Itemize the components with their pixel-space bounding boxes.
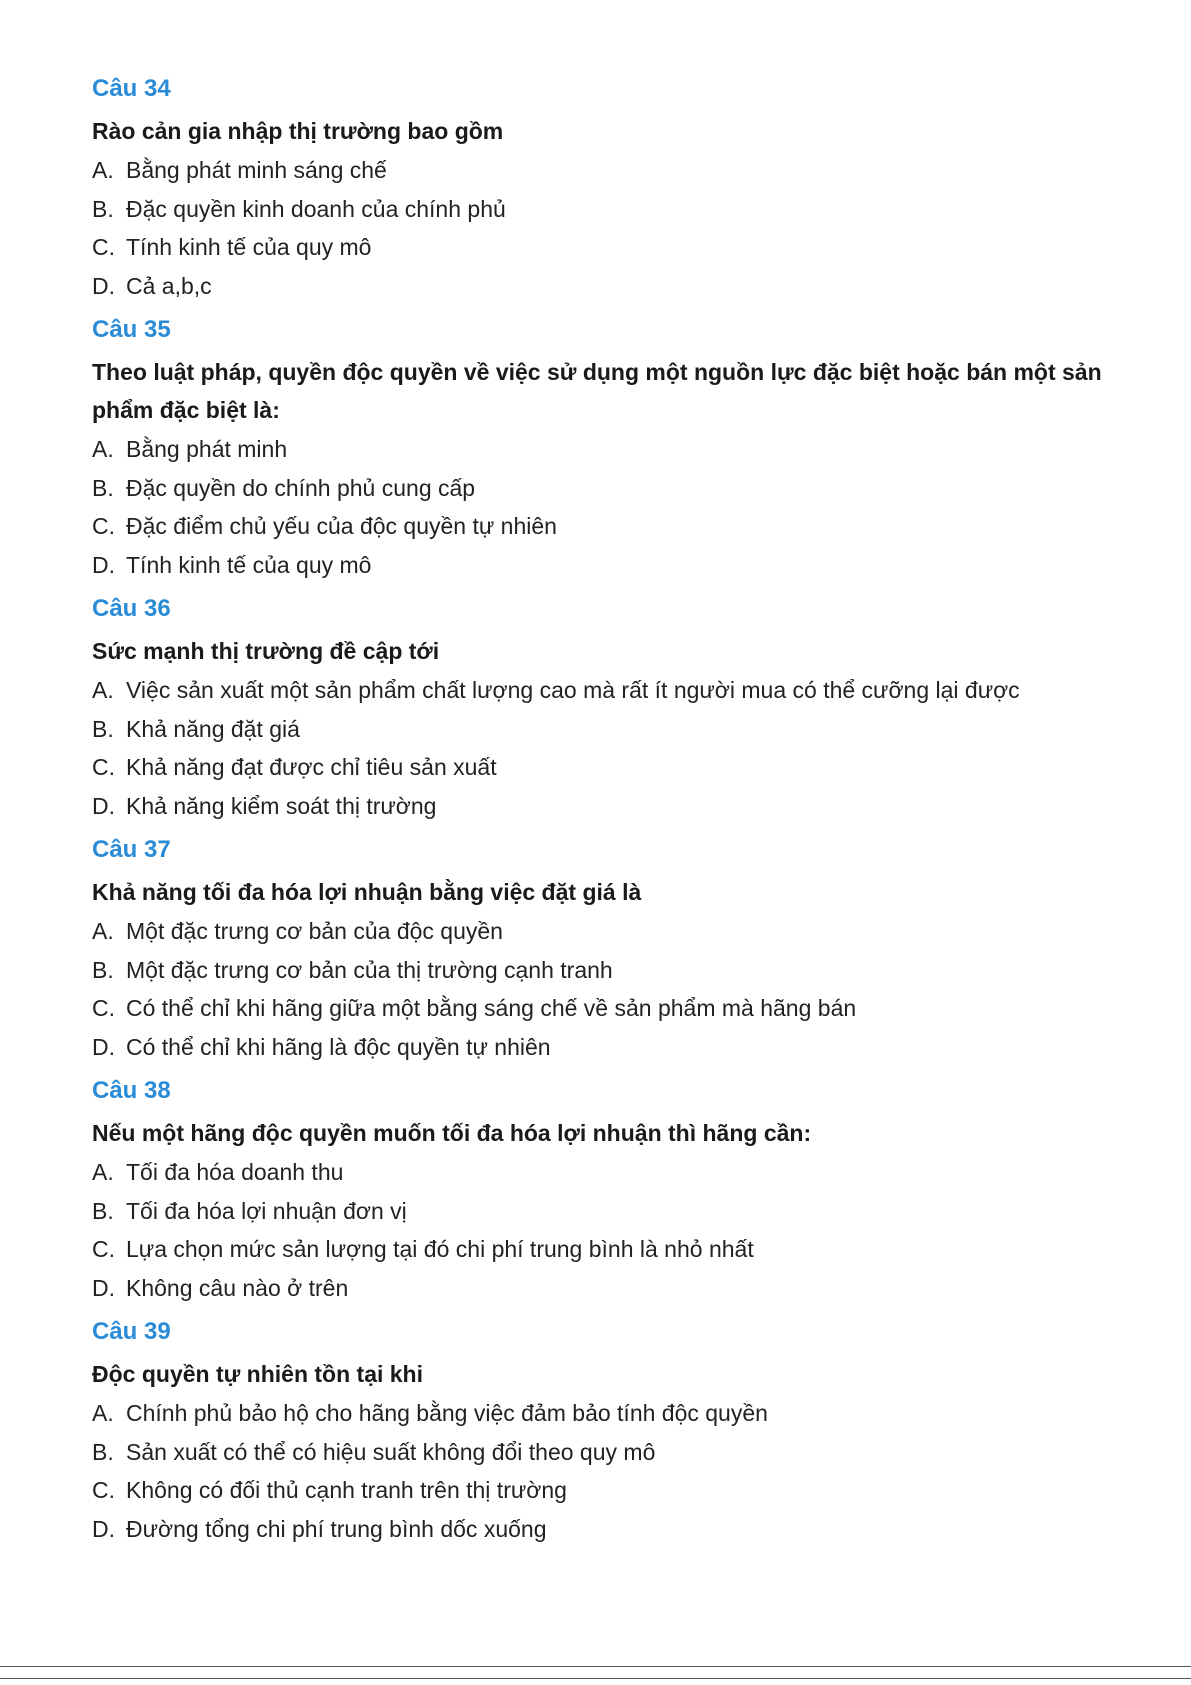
option-a bbox=[92, 151, 1102, 190]
question-text: Nếu một hãng độc quyền muốn tối đa hóa lợi nhuận thì hãng cần: bbox=[92, 1120, 812, 1146]
option-text: Sản xuất có thể có hiệu suất không đổi theo quy mô bbox=[126, 1438, 656, 1465]
option-text: Khả năng đạt được chỉ tiêu sản xuất bbox=[126, 754, 497, 780]
option-b bbox=[92, 1192, 1102, 1231]
option-text: Một đặc trưng cơ bản của thị trường cạnh tranh bbox=[126, 956, 613, 983]
option-text: Có thể chỉ khi hãng là độc quyền tự nhiên bbox=[126, 1033, 551, 1060]
option-b bbox=[92, 1433, 1102, 1472]
option-text: Có thể chỉ khi hãng giữa một bằng sáng chế về sản phẩm mà hãng bán bbox=[126, 995, 857, 1021]
option-letter: C. bbox=[92, 234, 115, 260]
option-d bbox=[92, 546, 1102, 585]
option-text: Đặc điểm chủ yếu của độc quyền tự nhiên bbox=[126, 513, 557, 539]
option-text: Đặc quyền kinh doanh của chính phủ bbox=[126, 195, 506, 222]
option-text: Khả năng đặt giá bbox=[126, 715, 300, 742]
option-letter: C. bbox=[92, 1236, 115, 1262]
question-number: Câu 37 bbox=[92, 836, 171, 863]
question-list bbox=[92, 74, 1102, 1548]
question-number: Câu 34 bbox=[92, 75, 171, 102]
option-text: Lựa chọn mức sản lượng tại đó chi phí trung bình là nhỏ nhất bbox=[126, 1236, 754, 1262]
question-number: Câu 36 bbox=[92, 595, 171, 622]
option-letter: D. bbox=[92, 1274, 115, 1301]
question-text: Theo luật pháp, quyền độc quyền về việc sử dụng một nguồn lực đặc biệt hoặc bán một sản phẩm đặc biệt là: bbox=[92, 359, 1102, 423]
option-text: Tính kinh tế của quy mô bbox=[126, 234, 372, 260]
option-letter: A. bbox=[92, 157, 114, 183]
option-text: Tối đa hóa doanh thu bbox=[126, 1159, 344, 1185]
option-text: Khả năng kiểm soát thị trường bbox=[126, 792, 437, 819]
option-d bbox=[92, 787, 1102, 826]
option-letter: A. bbox=[92, 1400, 114, 1426]
option-letter: C. bbox=[92, 754, 115, 780]
option-b bbox=[92, 190, 1102, 229]
page-divider bbox=[0, 1678, 1191, 1679]
option-a bbox=[92, 912, 1102, 951]
option-text: Một đặc trưng cơ bản của độc quyền bbox=[126, 918, 503, 944]
option-text: Chính phủ bảo hộ cho hãng bằng việc đảm bảo tính độc quyền bbox=[126, 1400, 768, 1426]
option-c bbox=[92, 228, 1102, 267]
option-text: Bằng phát minh sáng chế bbox=[126, 157, 387, 183]
option-d bbox=[92, 1028, 1102, 1067]
option-letter: A. bbox=[92, 918, 114, 944]
option-c bbox=[92, 1471, 1102, 1510]
option-text: Cả a,b,c bbox=[126, 272, 212, 299]
option-letter: D. bbox=[92, 272, 115, 299]
option-b bbox=[92, 710, 1102, 749]
option-c bbox=[92, 748, 1102, 787]
option-b bbox=[92, 469, 1102, 508]
option-text: Việc sản xuất một sản phẩm chất lượng cao mà rất ít người mua có thể cưỡng lại được bbox=[126, 677, 1020, 704]
option-text: Bằng phát minh bbox=[126, 436, 288, 462]
option-text: Đặc quyền do chính phủ cung cấp bbox=[126, 474, 476, 501]
option-text: Tối đa hóa lợi nhuận đơn vị bbox=[126, 1197, 407, 1224]
question-text: Khả năng tối đa hóa lợi nhuận bằng việc đặt giá là bbox=[92, 879, 642, 905]
option-c bbox=[92, 507, 1102, 546]
option-letter: C. bbox=[92, 995, 115, 1021]
option-letter: B. bbox=[92, 474, 114, 501]
option-letter: D. bbox=[92, 1515, 115, 1542]
option-d bbox=[92, 267, 1102, 306]
option-d bbox=[92, 1510, 1102, 1549]
option-b bbox=[92, 951, 1102, 990]
question-text: Rào cản gia nhập thị trường bao gồm bbox=[92, 118, 504, 144]
option-letter: C. bbox=[92, 513, 115, 539]
option-text: Tính kinh tế của quy mô bbox=[126, 551, 372, 578]
option-letter: B. bbox=[92, 715, 114, 742]
option-letter: D. bbox=[92, 1033, 115, 1060]
option-letter: D. bbox=[92, 551, 115, 578]
option-letter: A. bbox=[92, 677, 114, 703]
option-text: Không có đối thủ cạnh tranh trên thị trường bbox=[126, 1477, 567, 1503]
option-a bbox=[92, 671, 1102, 710]
option-letter: B. bbox=[92, 195, 114, 222]
option-c bbox=[92, 1230, 1102, 1269]
option-a bbox=[92, 1394, 1102, 1433]
option-letter: D. bbox=[92, 792, 115, 819]
question-38 bbox=[92, 1076, 1102, 1307]
option-d bbox=[92, 1269, 1102, 1308]
option-letter: B. bbox=[92, 1197, 114, 1224]
question-34 bbox=[92, 74, 1102, 305]
option-letter: C. bbox=[92, 1477, 115, 1503]
option-a bbox=[92, 1153, 1102, 1192]
question-number: Câu 35 bbox=[92, 316, 171, 343]
option-letter: A. bbox=[92, 436, 114, 462]
question-text: Độc quyền tự nhiên tồn tại khi bbox=[92, 1361, 423, 1387]
option-letter: B. bbox=[92, 956, 114, 983]
question-37 bbox=[92, 835, 1102, 1066]
option-letter: B. bbox=[92, 1438, 114, 1465]
option-text: Đường tổng chi phí trung bình dốc xuống bbox=[126, 1515, 547, 1542]
question-35 bbox=[92, 315, 1102, 584]
page-divider bbox=[0, 1666, 1191, 1667]
question-39 bbox=[92, 1317, 1102, 1548]
question-number: Câu 39 bbox=[92, 1318, 171, 1345]
option-text: Không câu nào ở trên bbox=[126, 1274, 349, 1301]
question-36 bbox=[92, 594, 1102, 825]
option-c bbox=[92, 989, 1102, 1028]
question-text: Sức mạnh thị trường đề cập tới bbox=[92, 638, 440, 664]
option-letter: A. bbox=[92, 1159, 114, 1185]
question-number: Câu 38 bbox=[92, 1077, 171, 1104]
option-a bbox=[92, 430, 1102, 469]
